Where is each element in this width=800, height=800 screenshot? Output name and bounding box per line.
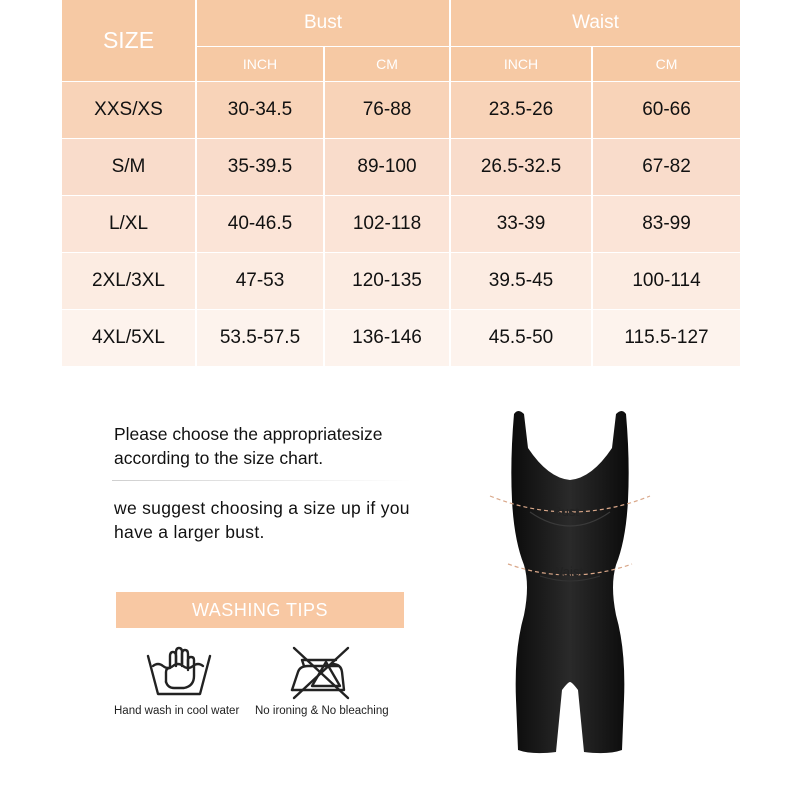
bust-inch-cell: 30-34.5 (196, 82, 324, 139)
waist-measure-label: Waist (551, 564, 584, 579)
waist-inch-cell: 45.5-50 (450, 310, 592, 367)
bust-measure-label: Bust (553, 504, 580, 519)
size-advice-note: Please choose the appropriatesize according to the size chart. (114, 424, 383, 468)
no-ironing-label: No ironing & No bleaching (255, 705, 389, 717)
size-cell: L/XL (62, 196, 196, 253)
bodysuit-image (480, 400, 660, 790)
waist-inch-header: INCH (450, 47, 592, 82)
waist-cm-cell: 115.5-127 (592, 310, 740, 367)
table-row (62, 196, 740, 253)
bust-inch-cell: 53.5-57.5 (196, 310, 324, 367)
bust-cm-cell: 136-146 (324, 310, 450, 367)
size-chart-table (62, 0, 740, 366)
waist-cm-cell: 83-99 (592, 196, 740, 253)
bust-cm-header: CM (324, 47, 450, 82)
waist-cm-cell: 67-82 (592, 139, 740, 196)
bust-group-header: Bust (196, 0, 450, 47)
waist-inch-cell: 39.5-45 (450, 253, 592, 310)
table-row (62, 82, 740, 139)
size-cell: XXS/XS (62, 82, 196, 139)
bust-cm-cell: 102-118 (324, 196, 450, 253)
no-ironing-no-bleach-icon (286, 642, 356, 702)
note-divider (112, 480, 412, 481)
bust-advice-note: we suggest choosing a size up if you have a larger bust. (114, 498, 410, 542)
bust-inch-cell: 35-39.5 (196, 139, 324, 196)
table-row (62, 253, 740, 310)
size-column-header: SIZE (62, 0, 196, 82)
bust-cm-cell: 89-100 (324, 139, 450, 196)
waist-cm-cell: 60-66 (592, 82, 740, 139)
waist-group-header: Waist (450, 0, 740, 47)
bust-inch-cell: 47-53 (196, 253, 324, 310)
hand-wash-icon (144, 642, 214, 702)
bust-inch-cell: 40-46.5 (196, 196, 324, 253)
waist-cm-cell: 100-114 (592, 253, 740, 310)
bust-cm-cell: 120-135 (324, 253, 450, 310)
table-row (62, 310, 740, 367)
waist-cm-header: CM (592, 47, 740, 82)
size-cell: 4XL/5XL (62, 310, 196, 367)
bust-cm-cell: 76-88 (324, 82, 450, 139)
table-row (62, 139, 740, 196)
bust-inch-header: INCH (196, 47, 324, 82)
size-cell: 2XL/3XL (62, 253, 196, 310)
waist-inch-cell: 23.5-26 (450, 82, 592, 139)
washing-tips-banner: WASHING TIPS (116, 592, 404, 628)
waist-inch-cell: 33-39 (450, 196, 592, 253)
size-cell: S/M (62, 139, 196, 196)
waist-inch-cell: 26.5-32.5 (450, 139, 592, 196)
hand-wash-label: Hand wash in cool water (114, 705, 240, 717)
